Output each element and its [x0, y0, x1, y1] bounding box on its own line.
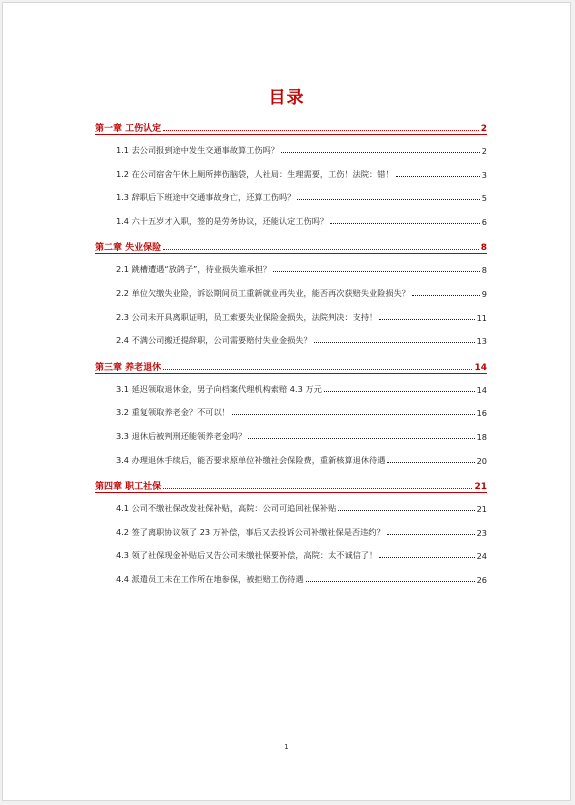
chapter-page-number: 14 — [474, 362, 487, 373]
chapter-page-number: 21 — [474, 482, 487, 493]
section-page-number: 26 — [476, 574, 487, 585]
section-page-number: 9 — [481, 288, 487, 299]
section-page-number: 8 — [481, 265, 487, 276]
leader-dots — [248, 438, 474, 439]
toc-section-entry[interactable] — [95, 189, 487, 203]
toc-section-entry[interactable] — [95, 166, 487, 180]
section-page-number: 3 — [481, 169, 487, 180]
toc-chapter-entry[interactable] — [95, 236, 487, 254]
toc-section-entry[interactable] — [95, 261, 487, 275]
toc-section-entry[interactable] — [95, 524, 487, 538]
leader-dots — [396, 176, 480, 177]
toc-section-entry[interactable] — [95, 452, 487, 466]
toc-title: 目录 — [268, 88, 305, 108]
toc-section-entry[interactable] — [95, 571, 487, 585]
leader-dots — [297, 199, 479, 200]
section-title: 2.3 公司未开具离职证明，员工索要失业保险金损失，法院判决：支持！ — [116, 311, 378, 322]
section-page-number: 2 — [481, 146, 487, 156]
section-title: 1.1 去公司报到途中发生交通事故算工伤吗？ — [116, 145, 279, 155]
section-title: 1.2 在公司宿舍午休上厕所摔伤脑袋，人社局：生理需要，工伤！法院：错！ — [116, 168, 394, 179]
leader-dots — [314, 342, 475, 343]
chapter-page-number: 2 — [480, 124, 487, 134]
toc-chapter-entry[interactable] — [95, 117, 487, 135]
section-page-number: 13 — [476, 336, 487, 347]
section-title: 4.1 公司不缴社保改发社保补贴，高院：公司可追回社保补贴 — [116, 503, 337, 514]
section-page-number: 16 — [476, 408, 487, 419]
toc-section-entry[interactable] — [95, 428, 487, 442]
section-title: 3.2 重复领取养老金？不可以！ — [116, 407, 230, 418]
toc-section-entry[interactable] — [95, 285, 487, 299]
leader-dots — [379, 557, 474, 558]
section-page-number: 14 — [476, 384, 487, 395]
leader-dots — [163, 488, 472, 489]
section-page-number: 5 — [481, 193, 487, 204]
toc-chapter-entry[interactable] — [95, 356, 487, 374]
section-title: 3.4 办理退休手续后，能否要求原单位补缴社会保险费，重新核算退休待遇 — [116, 454, 386, 465]
toc-section-entry[interactable] — [95, 332, 487, 346]
leader-dots — [163, 369, 472, 370]
page-number-footer: 1 — [284, 743, 289, 751]
leader-dots — [273, 271, 480, 272]
toc-section-entry[interactable] — [95, 142, 487, 156]
leader-dots — [281, 152, 480, 153]
toc-section-entry[interactable] — [95, 547, 487, 561]
section-title: 2.2 单位欠缴失业险，诉讼期间员工重新就业再失业，能否再次获赔失业险损失？ — [116, 287, 410, 298]
section-title: 4.3 领了社保现金补贴后又告公司未缴社保要补偿，高院：太不诚信了！ — [116, 550, 378, 561]
chapter-page-number: 8 — [480, 243, 487, 254]
section-title: 4.2 签了离职协议领了 23 万补偿，事后又去投诉公司补缴社保是否违约？ — [116, 526, 385, 537]
toc-section-entry[interactable] — [95, 500, 487, 514]
section-title: 2.4 不满公司搬迁提辞职，公司需要赔付失业金损失？ — [116, 335, 312, 346]
leader-dots — [412, 295, 480, 296]
section-page-number: 11 — [476, 312, 487, 323]
section-title: 1.3 辞职后下班途中交通事故身亡，还算工伤吗？ — [116, 192, 296, 203]
chapter-title: 第一章 工伤认定 — [95, 124, 162, 134]
toc-chapter-entry[interactable] — [95, 475, 487, 493]
section-title: 3.3 退休后被判刑还能领养老金吗？ — [116, 430, 247, 441]
section-page-number: 18 — [476, 431, 487, 442]
toc-section-entry[interactable] — [95, 381, 487, 395]
section-page-number: 20 — [476, 455, 487, 466]
document-page — [2, 2, 571, 801]
chapter-title: 第三章 养老退休 — [95, 362, 162, 373]
leader-dots — [163, 249, 479, 250]
leader-dots — [324, 391, 475, 392]
section-title: 3.1 延迟领取退休金，男子向档案代理机构索赔 4.3 万元 — [116, 383, 322, 394]
section-title: 2.1 跳槽遭遇“放鸽子”，待业损失谁承担？ — [116, 264, 272, 275]
section-page-number: 24 — [476, 551, 487, 562]
section-title: 1.4 六十五岁才入职，签的是劳务协议，还能认定工伤吗？ — [116, 215, 329, 226]
leader-dots — [232, 414, 475, 415]
leader-dots — [338, 510, 474, 511]
toc-section-entry[interactable] — [95, 404, 487, 418]
leader-dots — [379, 319, 474, 320]
leader-dots — [330, 223, 480, 224]
leader-dots — [306, 581, 475, 582]
section-title: 4.4 派遣员工未在工作所在地参保，被拒赔工伤待遇 — [116, 573, 304, 584]
chapter-title: 第四章 职工社保 — [95, 482, 162, 493]
chapter-title: 第二章 失业保险 — [95, 243, 162, 254]
leader-dots — [163, 130, 479, 131]
section-page-number: 23 — [476, 527, 487, 538]
leader-dots — [387, 534, 475, 535]
toc-section-entry[interactable] — [95, 309, 487, 323]
section-page-number: 6 — [481, 216, 487, 227]
table-of-contents — [95, 117, 487, 595]
section-page-number: 21 — [476, 504, 487, 515]
leader-dots — [387, 462, 474, 463]
toc-section-entry[interactable] — [95, 213, 487, 227]
